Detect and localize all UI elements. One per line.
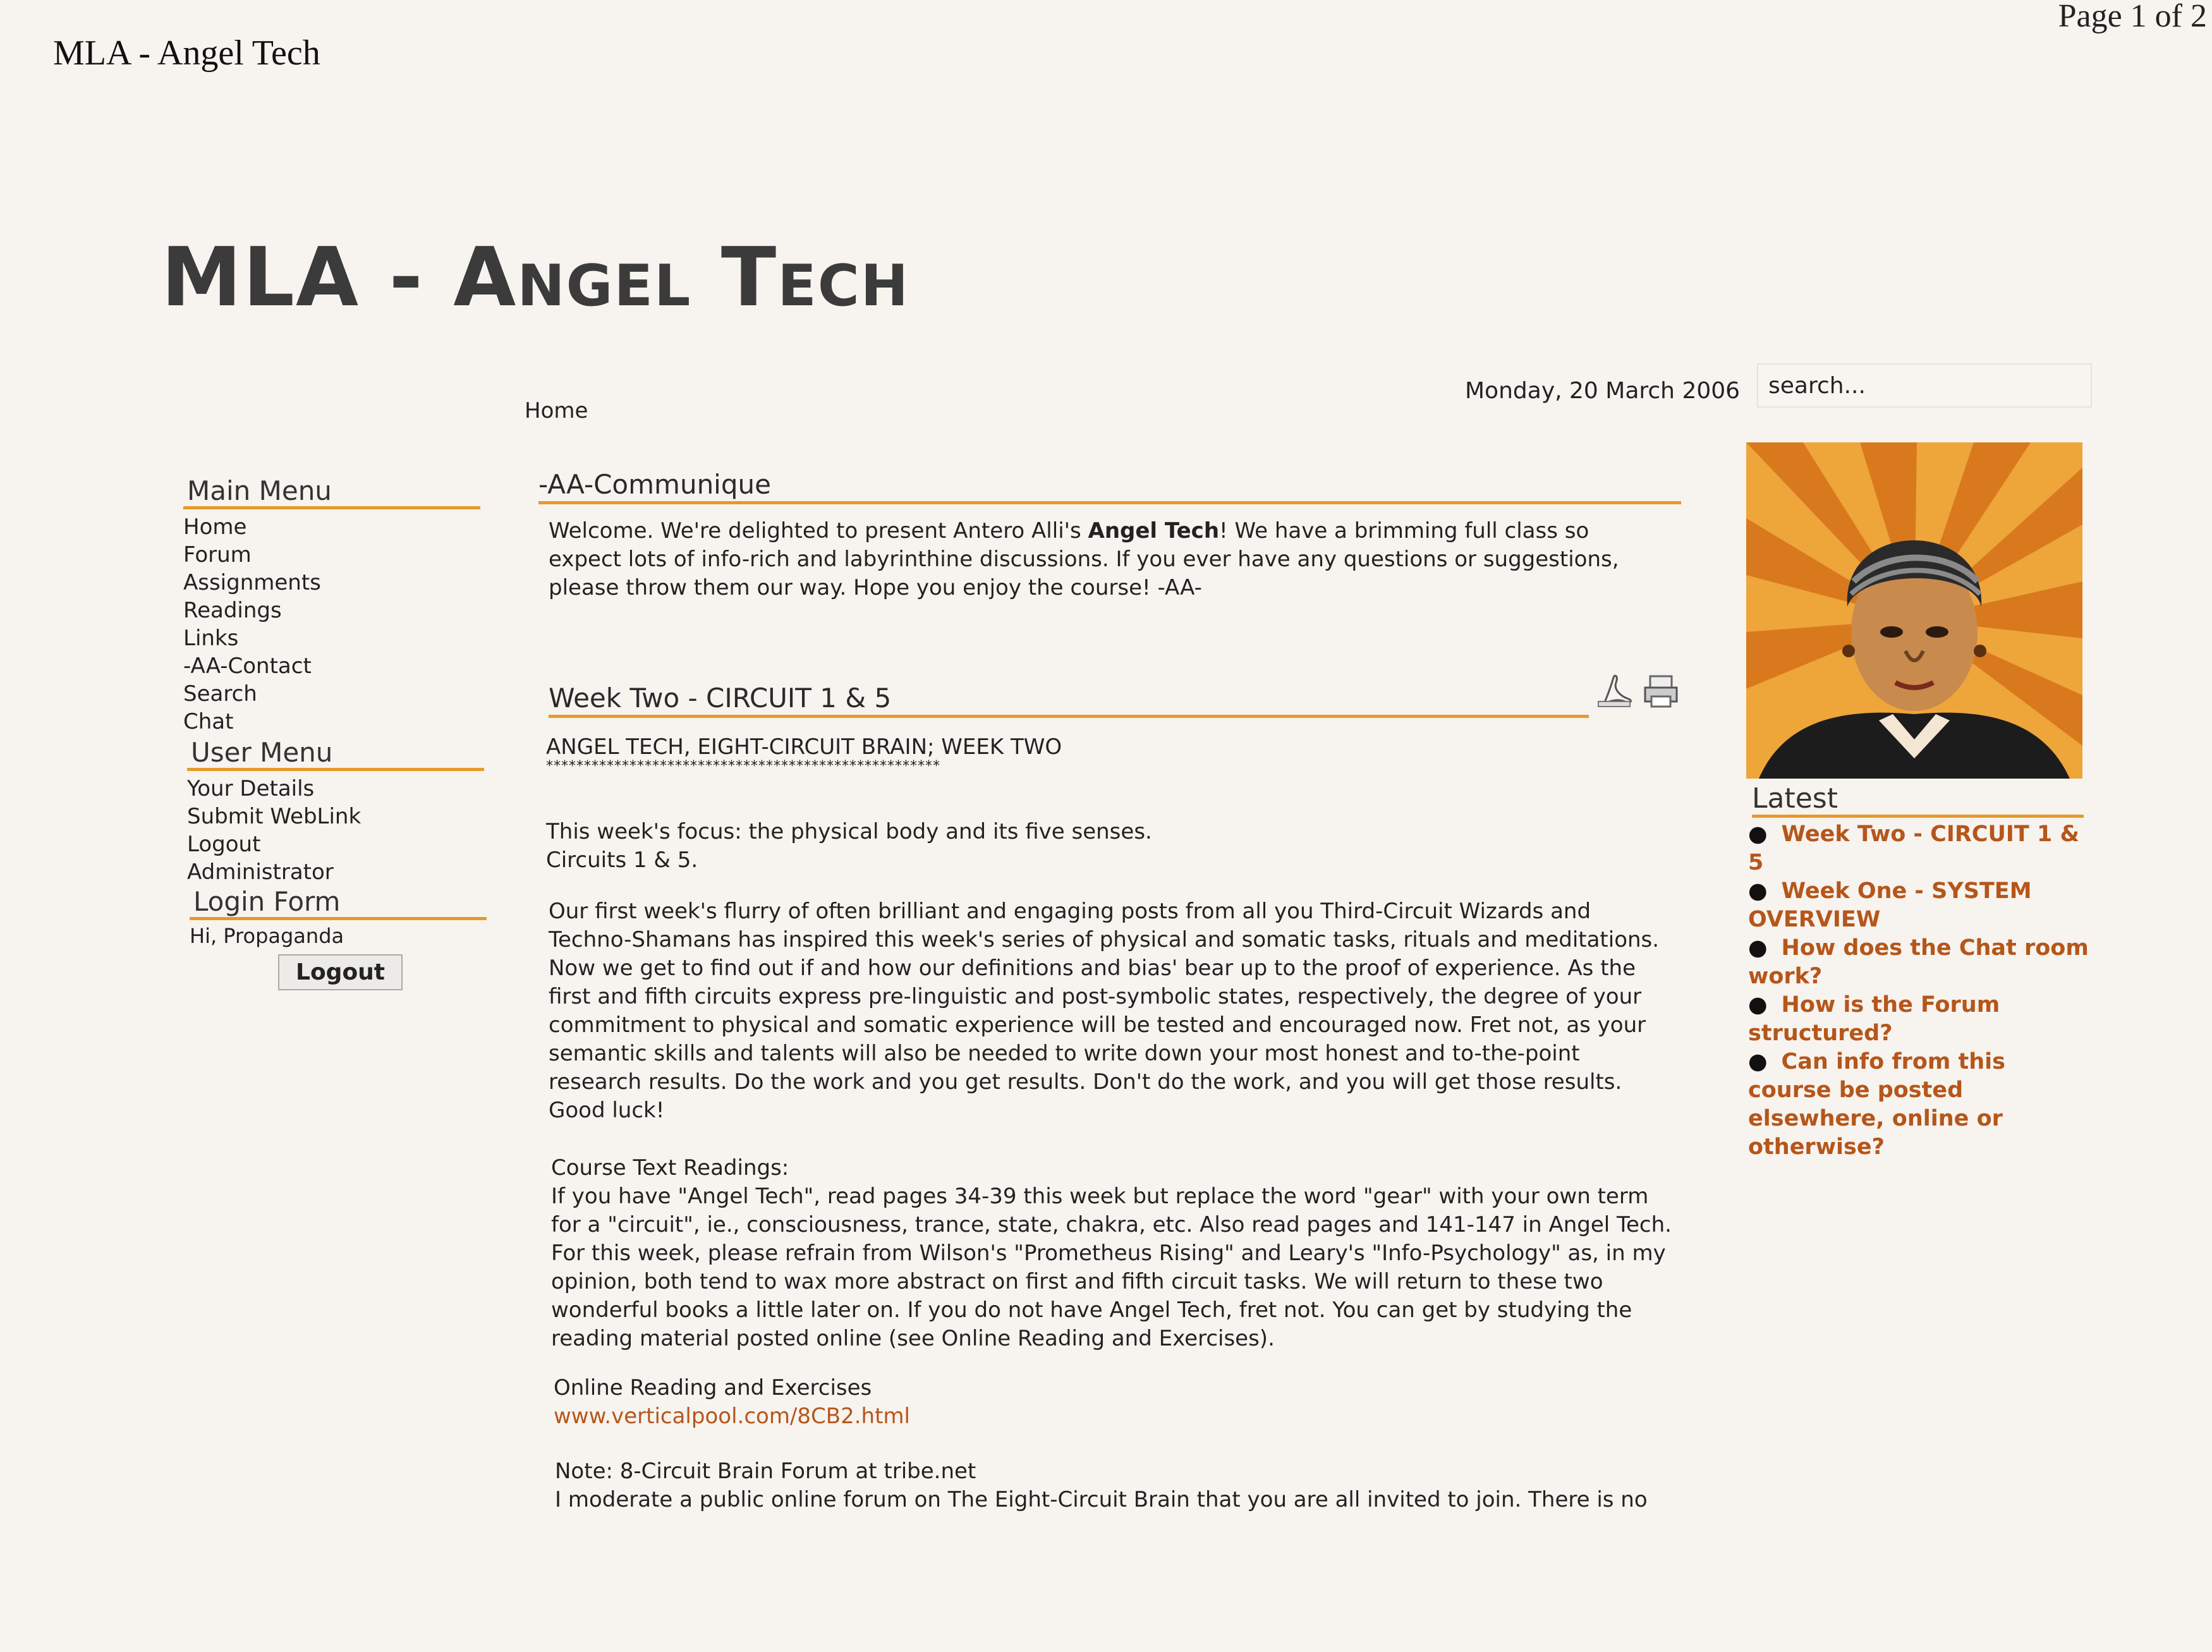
bullet-icon: ● xyxy=(1748,822,1768,847)
search-input[interactable]: search... xyxy=(1757,363,2092,408)
latest-item[interactable] xyxy=(1748,934,2089,991)
menu-item-forum[interactable]: Forum xyxy=(183,542,252,568)
article-subtitle: ANGEL TECH, EIGHT-CIRCUIT BRAIN; WEEK TWO xyxy=(546,734,1062,760)
bullet-icon: ● xyxy=(1748,992,1768,1017)
latest-item-link[interactable]: How is the Forum structured? xyxy=(1748,992,2000,1046)
communique-text-part: Welcome. We're delighted to present Antero Alli's xyxy=(549,518,1088,544)
user-menu xyxy=(187,737,484,886)
site-title: MLA - Angel Tech xyxy=(161,231,910,325)
menu-item-administrator[interactable]: Administrator xyxy=(187,859,334,885)
menu-item-aa-contact[interactable]: -AA-Contact xyxy=(183,653,312,679)
communique-heading: -AA-Communique xyxy=(538,469,1681,504)
forum-note-title: Note: 8-Circuit Brain Forum at tribe.net xyxy=(555,1459,976,1484)
communique-text-part: ! We have a brimming full class so expect lots of info-rich and labyrinthine discussions. If you ever have any questions or suggestions, please throw them our way. Hope you enjoy the course! -AA- xyxy=(549,518,1619,600)
main-menu-title: Main Menu xyxy=(183,475,480,509)
latest-title: Latest xyxy=(1752,782,2084,818)
menu-item-search[interactable]: Search xyxy=(183,681,257,707)
latest-item[interactable] xyxy=(1748,991,2089,1048)
login-form-title: Login Form xyxy=(190,886,487,920)
communique-text xyxy=(549,517,1661,602)
focus-line-2: Circuits 1 & 5. xyxy=(546,847,698,873)
online-reading xyxy=(554,1374,1679,1431)
communique-text-bold: Angel Tech xyxy=(1088,518,1220,544)
menu-item-home[interactable]: Home xyxy=(183,514,247,540)
latest-item[interactable] xyxy=(1748,1048,2089,1162)
article-paragraph-1: Our first week's flurry of often brilliant and engaging posts from all you Third-Circuit Wizards and Techno-Shamans has inspired this week's series of physical and somatic tasks, rituals and meditations. Now we get to find out if and how our definitions and bias' bear up to the proof of experience. As the first and fifth circuits express pre-linguistic and post-symbolic states, respectively, the degree of your commitment to physical and somatic experience will be tested and encouraged now. Fret not, as your semantic skills and talents will also be needed to write down your most honest and to-the-point research results. Do the work and you get results. Don't do the work, and you will get those results. Good luck! xyxy=(549,899,1660,1123)
menu-item-your-details[interactable]: Your Details xyxy=(187,776,315,801)
menu-item-submit-weblink[interactable]: Submit WebLink xyxy=(187,804,362,829)
menu-item-chat[interactable]: Chat xyxy=(183,709,234,734)
portrait-image xyxy=(1746,442,2082,779)
menu-item-assignments[interactable]: Assignments xyxy=(183,570,321,595)
latest-item-link[interactable]: Can info from this course be posted elsewhere, online or otherwise? xyxy=(1748,1049,2005,1160)
article-focus xyxy=(546,818,1684,875)
bullet-icon: ● xyxy=(1748,878,1768,904)
breadcrumb[interactable]: Home xyxy=(525,398,588,423)
article-divider: **************************************************** xyxy=(546,758,940,774)
online-reading-link[interactable]: www.verticalpool.com/8CB2.html xyxy=(554,1404,910,1429)
readings-title: Course Text Readings: xyxy=(551,1155,789,1181)
login-greeting: Hi, Propaganda xyxy=(190,924,344,948)
article-heading[interactable]: Week Two - CIRCUIT 1 & 5 xyxy=(549,683,1589,718)
user-menu-title: User Menu xyxy=(187,737,484,771)
pdf-icon[interactable] xyxy=(1596,674,1632,708)
print-page-number: Page 1 of 2 xyxy=(2058,0,2207,34)
logout-button[interactable]: Logout xyxy=(278,954,403,990)
latest-list xyxy=(1748,820,2089,1162)
course-readings xyxy=(551,1154,1682,1353)
readings-text: If you have "Angel Tech", read pages 34-39 this week but replace the word "gear" with your own term for a "circuit", ie., consciousness, trance, state, chakra, etc. Also read pages and 141-147 in Angel Tech. For this week, please refrain from Wilson's "Prometheus Rising" and Leary's "Info-Psychology" as, in my opinion, both tend to wax more abstract on first and fifth circuit tasks. We will return to these two wonderful books a little later on. If you do not have Angel Tech, fret not. You can get by studying the reading material posted online (see Online Reading and Exercises). xyxy=(551,1184,1672,1351)
menu-item-links[interactable]: Links xyxy=(183,626,239,651)
forum-note-text: I moderate a public online forum on The Eight-Circuit Brain that you are all invited to join. There is no xyxy=(555,1487,1648,1512)
latest-item-link[interactable]: Week One - SYSTEM OVERVIEW xyxy=(1748,878,2032,932)
forum-note xyxy=(555,1457,1692,1514)
login-form xyxy=(190,886,487,990)
latest-item[interactable] xyxy=(1748,877,2089,934)
main-menu xyxy=(183,475,480,736)
print-icon[interactable] xyxy=(1643,674,1679,708)
online-reading-title: Online Reading and Exercises xyxy=(554,1375,872,1400)
article-icons xyxy=(1596,674,1679,708)
latest-item-link[interactable]: How does the Chat room work? xyxy=(1748,935,2089,989)
print-header-title: MLA - Angel Tech xyxy=(53,33,320,73)
bullet-icon: ● xyxy=(1748,1049,1768,1074)
menu-item-logout[interactable]: Logout xyxy=(187,832,261,857)
latest-item-link[interactable]: Week Two - CIRCUIT 1 & 5 xyxy=(1748,822,2080,875)
focus-line-1: This week's focus: the physical body and its five senses. xyxy=(546,819,1152,844)
menu-item-readings[interactable]: Readings xyxy=(183,598,282,623)
date-display: Monday, 20 March 2006 xyxy=(1465,378,1741,404)
latest-item[interactable] xyxy=(1748,820,2089,877)
bullet-icon: ● xyxy=(1748,935,1768,961)
